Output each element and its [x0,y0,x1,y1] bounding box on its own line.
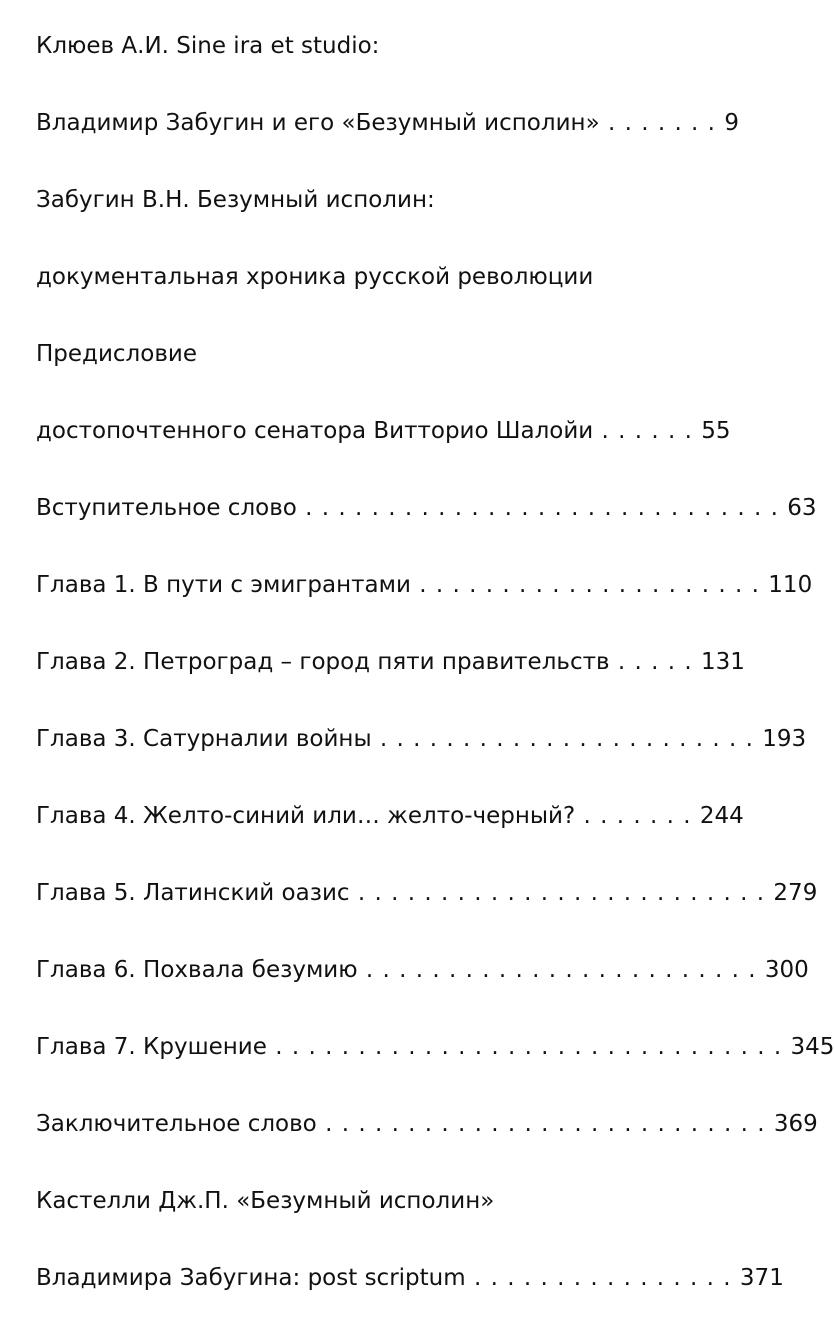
toc-entry-text: Предисловие [36,341,197,367]
toc-entry-text: Владимир Забугин и его «Безумный исполин» [36,110,600,136]
toc-entry-text: Глава 2. Петроград – город пяти правительств [36,649,610,675]
toc-page-number: 244 [699,803,744,829]
toc-page-number: 300 [764,957,809,983]
toc-page-number: 55 [701,418,731,444]
toc-leader-dots: . . . . . . . . . . . . . . . . [465,1265,740,1291]
toc-entry-chapter-7[interactable] [36,1029,834,1106]
toc-leader-dots: . . . . . . . . . . . . . . . . . . . . . . . . . . . . . . . [266,1034,791,1060]
toc-leader-dots: . . . . . . . . . . . . . . . . . . . . . [410,572,769,598]
toc-entry-text: документальная хроника русской революции [36,264,594,290]
toc-page-number: 279 [773,880,818,906]
toc-entry-chapter-2[interactable] [36,644,745,721]
toc-page-number: 345 [790,1034,834,1060]
toc-page-number: 371 [739,1265,784,1291]
toc-entry-text: Глава 6. Похвала безумию [36,957,358,983]
toc-leader-dots: . . . . . . . . . . . . . . . . . . . . . . . . . [349,880,774,906]
toc-entry-text: Клюев А.И. Sine ira et studio: [36,33,380,59]
toc-line-kluev-title [36,28,696,105]
toc-entry-text: Глава 5. Латинский оазис [36,880,350,906]
toc-leader-dots: . . . . . . . [599,110,725,136]
toc-entry-text: Глава 7. Крушение [36,1034,267,1060]
toc-page-number: 369 [773,1111,818,1137]
toc-leader-dots: . . . . . . . [575,803,700,829]
table-of-contents [36,28,834,1337]
toc-entry-text: Кастелли Дж.П. «Безумный исполин» [36,1188,495,1214]
toc-leader-dots: . . . . . . . . . . . . . . . . . . . . . . . . . . . . . [296,495,788,521]
toc-entry-text: достопочтенного сенатора Витторио Шалойи [36,418,594,444]
toc-line-preface-title [36,336,696,413]
toc-entry-chapter-6[interactable] [36,952,809,1029]
toc-leader-dots: . . . . . . . . . . . . . . . . . . . . . . . . [357,957,765,983]
toc-line-zabugin-subtitle [36,259,696,336]
toc-entry-text: Глава 4. Желто-синий или… желто-черный? [36,803,576,829]
toc-entry-text: Заключительное слово [36,1111,317,1137]
toc-entry-introduction[interactable] [36,490,817,567]
toc-entry-chapter-3[interactable] [36,721,807,798]
toc-leader-dots: . . . . . [609,649,701,675]
toc-entry-chapter-4[interactable] [36,798,744,875]
toc-leader-dots: . . . . . . . . . . . . . . . . . . . . . . . [371,726,763,752]
toc-page-number: 193 [762,726,807,752]
toc-line-castelli-title [36,1183,696,1260]
toc-entry-text: Забугин В.Н. Безумный исполин: [36,187,435,213]
toc-page-number: 63 [787,495,817,521]
toc-line-zabugin-title [36,182,696,259]
toc-page-number: 9 [724,110,739,136]
toc-entry-text: Глава 1. В пути с эмигрантами [36,572,411,598]
toc-entry-chapter-5[interactable] [36,875,818,952]
toc-entry-text: Владимира Забугина: post scriptum [36,1265,466,1291]
toc-page-number: 110 [768,572,813,598]
toc-entry-chapter-1[interactable] [36,567,813,644]
toc-entry-kluev[interactable] [36,105,739,182]
toc-entry-preface[interactable] [36,413,731,490]
toc-leader-dots: . . . . . . [593,418,702,444]
toc-leader-dots: . . . . . . . . . . . . . . . . . . . . . . . . . . . [316,1111,774,1137]
toc-entry-castelli[interactable] [36,1260,784,1337]
toc-entry-conclusion[interactable] [36,1106,818,1183]
toc-page-number: 131 [700,649,745,675]
toc-entry-text: Глава 3. Сатурналии войны [36,726,372,752]
toc-entry-text: Вступительное слово [36,495,297,521]
